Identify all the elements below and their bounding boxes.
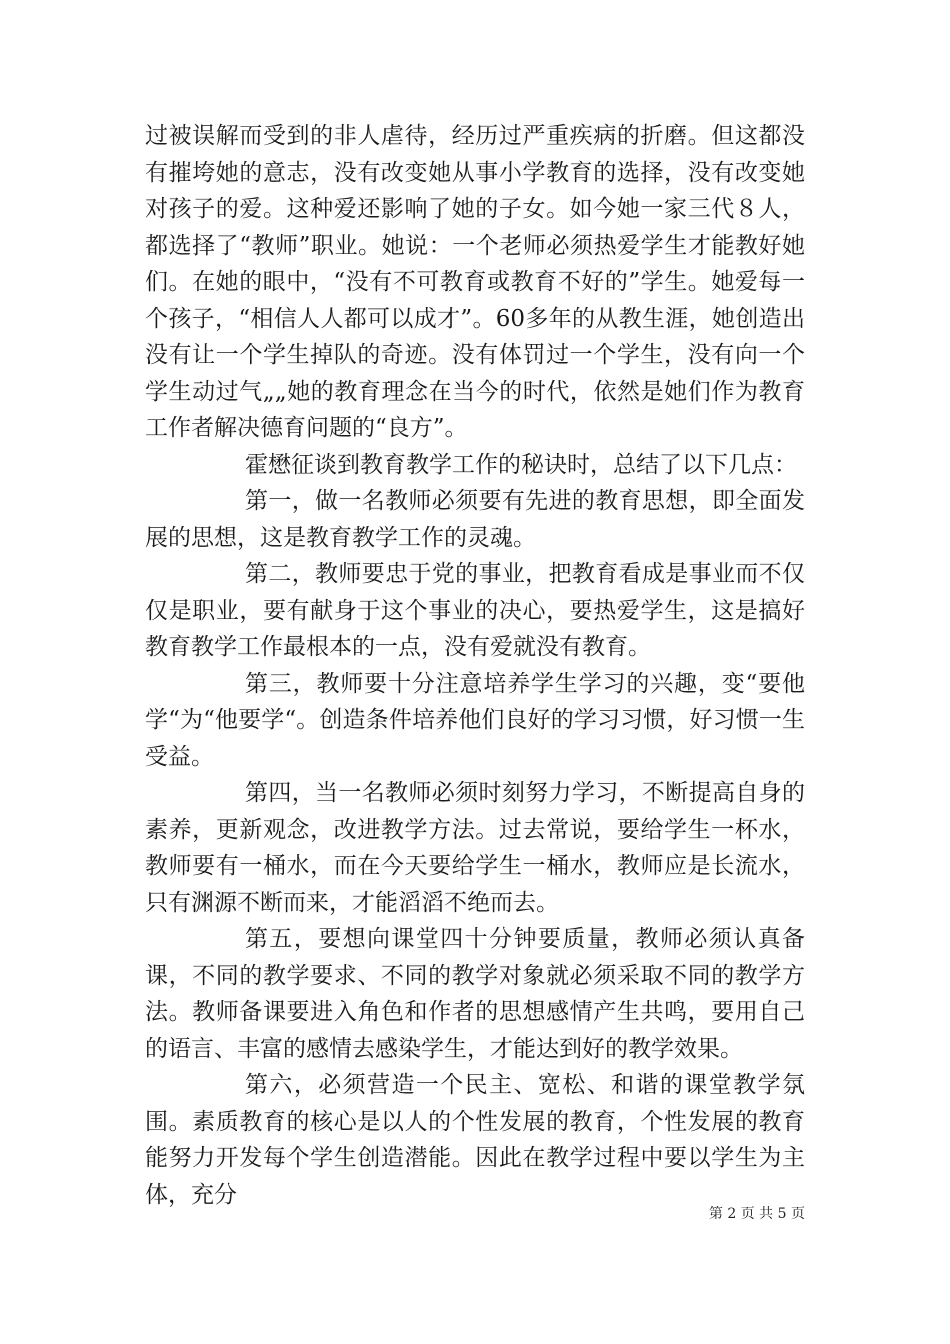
- paragraph-point-4: 第四，当一名教师必须时刻努力学习，不断提高自身的素养，更新观念，改进教学方法。过去常说，要给学生一杯水，教师要有一桶水，而在今天要给学生一桶水，教师应是长流水，只有渊源不断而来，才能滔滔不绝而去。: [145, 780, 805, 916]
- paragraph-point-3: 第三，教师要十分注意培养学生学习的兴趣，变“要他学“为“他要学“。创造条件培养他们良好的学习习惯，好习惯一生受益。: [145, 670, 805, 770]
- paragraph-point-2: 第二，教师要忠于党的事业，把教育看成是事业而不仅仅是职业，要有献身于这个事业的决心，要热爱学生，这是搞好教育教学工作最根本的一点，没有爱就没有教育。: [145, 561, 805, 660]
- paragraph-point-5: 第五，要想向课堂四十分钟要质量，教师必须认真备课，不同的教学要求、不同的教学对象就必须采取不同的教学方法。教师备课要进入角色和作者的思想感情产生共鸣，要用自己的语言、丰富的感情去感染学生，才能达到好的教学效果。: [145, 926, 805, 1062]
- paragraph-point-1: 第一，做一名教师必须要有先进的教育思想，即全面发展的思想，这是教育教学工作的灵魂。: [145, 488, 805, 551]
- paragraph-intro: 过被误解而受到的非人虐待，经历过严重疾病的折磨。但这都没有摧垮她的意志，没有改变她从事小学教育的选择，没有改变她对孩子的爱。这种爱还影响了她的子女。如今她一家三代８人，都选择了“教师”职业。她说：一个老师必须热爱学生才能教好她们。在她的眼中，“没有不可教育或教育不好的”学生。她爱每一个孩子，“相信人人都可以成才”。60多年的从教生涯，她创造出没有让一个学生掉队的奇迹。没有体罚过一个学生，没有向一个学生动过气„„她的教育理念在当今的时代，依然是她们作为教育工作者解决德育问题的“良方”。: [145, 123, 805, 441]
- document-body: [145, 118, 805, 1213]
- page-number: 第 2 页 共 5 页: [708, 1206, 805, 1222]
- paragraph-summary: 霍懋征谈到教育教学工作的秘诀时，总结了以下几点：: [245, 451, 797, 478]
- paragraph-point-6: 第六，必须营造一个民主、宽松、和谐的课堂教学氛围。素质教育的核心是以人的个性发展的教育，个性发展的教育能努力开发每个学生创造潜能。因此在教学过程中要以学生为主体，充分: [145, 1072, 805, 1208]
